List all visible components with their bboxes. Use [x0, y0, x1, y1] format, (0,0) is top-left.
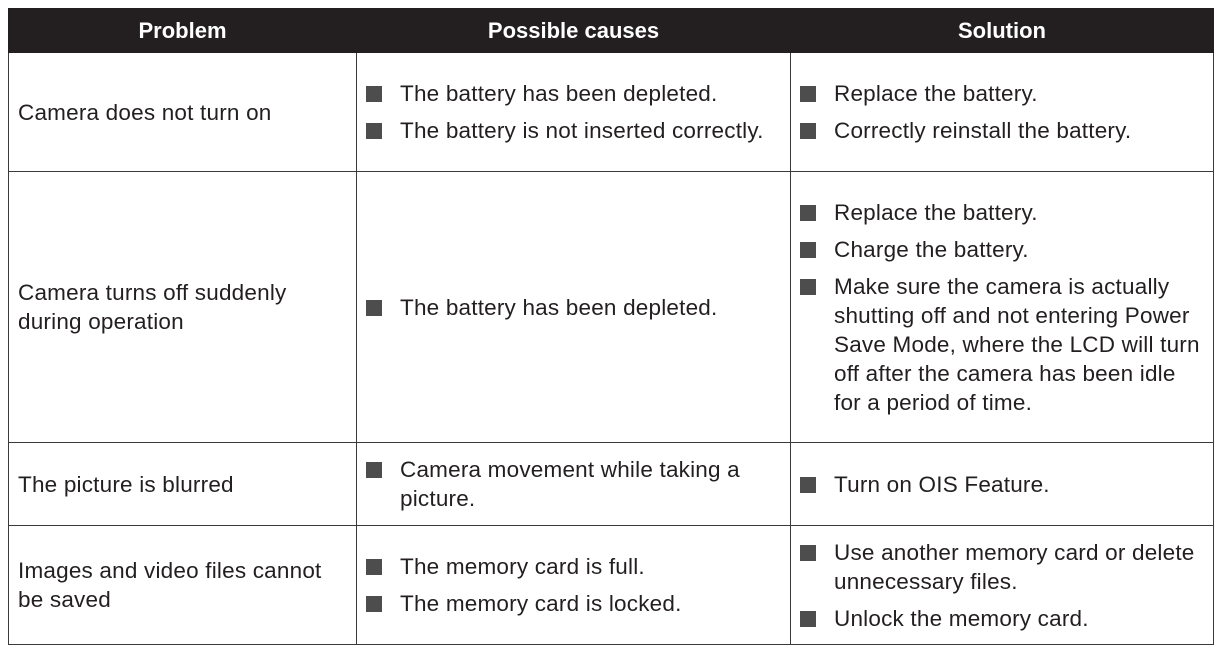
solution-item: [800, 235, 1204, 264]
causes-cell: [357, 526, 791, 645]
solutions-cell: [791, 53, 1214, 172]
problem-cell: Camera does not turn on: [9, 53, 357, 172]
cause-text: The battery has been depleted.: [400, 81, 718, 106]
causes-list: [366, 293, 781, 322]
cause-item: [366, 293, 781, 322]
header-solution: Solution: [791, 9, 1214, 53]
causes-cell: [357, 53, 791, 172]
table-body: [9, 53, 1214, 645]
table-header: [9, 9, 1214, 53]
troubleshooting-table: [8, 8, 1214, 645]
cause-text: The memory card is locked.: [400, 591, 682, 616]
solution-item: [800, 538, 1204, 596]
solution-text: Use another memory card or delete unnecessary files.: [834, 539, 1195, 594]
solutions-list: [800, 470, 1204, 499]
square-bullet-icon: [800, 242, 816, 258]
causes-list: [366, 455, 781, 513]
solution-text: Unlock the memory card.: [834, 605, 1089, 631]
problem-cell: Camera turns off suddenly during operation: [9, 172, 357, 443]
cause-item: [366, 455, 781, 513]
square-bullet-icon: [800, 545, 816, 561]
table-row: [9, 443, 1214, 526]
solutions-list: [800, 538, 1204, 633]
cause-item: [366, 552, 781, 581]
solution-item: [800, 79, 1204, 108]
solutions-cell: [791, 172, 1214, 443]
cause-text: The battery is not inserted correctly.: [400, 118, 764, 143]
solutions-list: [800, 79, 1204, 145]
solution-item: [800, 272, 1204, 417]
solution-text: Replace the battery.: [834, 199, 1038, 225]
causes-cell: [357, 172, 791, 443]
square-bullet-icon: [366, 462, 382, 478]
square-bullet-icon: [366, 559, 382, 575]
solution-text: Charge the battery.: [834, 236, 1029, 262]
cause-item: [366, 116, 781, 145]
solution-text: Turn on OIS Feature.: [834, 471, 1050, 497]
cause-text: The battery has been depleted.: [400, 294, 718, 320]
header-row: [9, 9, 1214, 53]
solution-item: [800, 470, 1204, 499]
square-bullet-icon: [366, 123, 382, 139]
cause-item: [366, 79, 781, 108]
square-bullet-icon: [800, 205, 816, 221]
square-bullet-icon: [800, 611, 816, 627]
causes-cell: [357, 443, 791, 526]
solution-item: [800, 116, 1204, 145]
solutions-cell: [791, 526, 1214, 645]
problem-cell: Images and video files cannot be saved: [9, 526, 357, 645]
square-bullet-icon: [366, 86, 382, 102]
header-problem: Problem: [9, 9, 357, 53]
header-possible-causes: Possible causes: [357, 9, 791, 53]
problem-cell: The picture is blurred: [9, 443, 357, 526]
table-row: [9, 53, 1214, 172]
cause-item: [366, 589, 781, 618]
solution-text: Correctly reinstall the battery.: [834, 118, 1132, 143]
solution-item: [800, 604, 1204, 633]
causes-list: [366, 79, 781, 145]
causes-list: [366, 552, 781, 618]
solutions-list: [800, 198, 1204, 417]
square-bullet-icon: [800, 86, 816, 102]
square-bullet-icon: [800, 279, 816, 295]
cause-text: Camera movement while taking a picture.: [400, 457, 740, 511]
solution-text: Make sure the camera is actually shutting off and not entering Power Save Mode, where the LCD will turn off after the camera has been idle for a period of time.: [834, 273, 1200, 415]
table-row: [9, 526, 1214, 645]
square-bullet-icon: [800, 123, 816, 139]
solution-item: [800, 198, 1204, 227]
solutions-cell: [791, 443, 1214, 526]
cause-text: The memory card is full.: [400, 554, 645, 579]
square-bullet-icon: [800, 477, 816, 493]
square-bullet-icon: [366, 300, 382, 316]
square-bullet-icon: [366, 596, 382, 612]
table-row: [9, 172, 1214, 443]
solution-text: Replace the battery.: [834, 81, 1038, 106]
